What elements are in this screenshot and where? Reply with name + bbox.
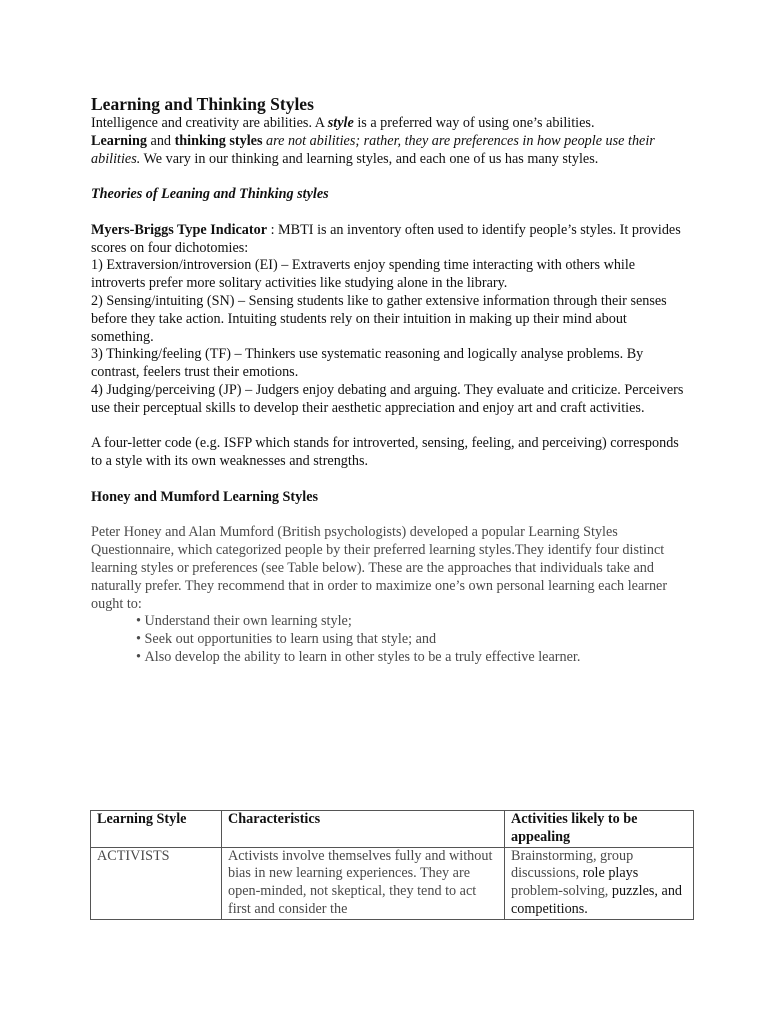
- honey-heading: [91, 489, 691, 507]
- learning-styles-table: [90, 810, 694, 920]
- intro-paragraph-2: [91, 133, 691, 169]
- mbti-item: 3) Thinking/feeling (TF) – Thinkers use systematic reasoning and logically analyse problems. By contrast, feelers trust their emotions.: [91, 346, 644, 381]
- mbti-item: 1) Extraversion/introversion (EI) – Extraverts enjoy spending time interacting with others while introverts prefer more solitary activities like studying alone in the library.: [91, 257, 636, 292]
- intro-paragraph-1: [91, 115, 691, 133]
- theories-heading: [91, 186, 691, 204]
- table-cell-activities: [505, 847, 694, 919]
- table-cell-style: ACTIVISTS: [91, 847, 222, 919]
- table-header-characteristics: Characteristics: [222, 811, 505, 848]
- list-item: • Also develop the ability to learn in other styles to be a truly effective learner.: [136, 649, 691, 667]
- mbti-code-paragraph: A four-letter code (e.g. ISFP which stands for introverted, sensing, feeling, and perceiving) corresponds to a style with its own weaknesses and strengths.: [91, 435, 679, 470]
- table-header-learning-style: Learning Style: [91, 811, 222, 848]
- list-item: • Understand their own learning style;: [136, 613, 691, 631]
- activities-text-dark: role plays: [582, 865, 639, 882]
- mbti-intro: [91, 222, 691, 258]
- mbti-text: : MBTI is an inventory often used to identify people’s styles. It provides scores on four dichotomies:: [91, 221, 681, 256]
- activities-text: Brainstorming, group discussions,: [511, 847, 634, 882]
- intro-text: Intelligence and creativity are abilities. A: [91, 115, 328, 131]
- recommendation-list: [91, 613, 691, 666]
- theories-heading-text: Theories of Leaning and Thinking styles: [91, 186, 329, 203]
- intro-text: We vary in our thinking and learning styles, and each one of us has many styles.: [140, 150, 599, 167]
- activities-text: problem-solving,: [511, 883, 612, 900]
- learning-term: Learning: [91, 132, 147, 149]
- table-header-activities: Activities likely to be appealing: [505, 811, 694, 848]
- mbti-label: Myers-Briggs Type Indicator: [91, 221, 268, 238]
- mbti-item: 4) Judging/perceiving (JP) – Judgers enjoy debating and arguing. They evaluate and criticize. Perceivers use their perceptual skills to develop their aesthetic appreciation and enjoy art and craft activities.: [91, 381, 684, 416]
- table-cell-characteristics: Activists involve themselves fully and without bias in new learning experiences. They are open-minded, not skeptical, they tend to act first and consider the: [222, 847, 505, 919]
- intro-text: is a preferred way of using one’s abilities.: [353, 115, 595, 131]
- mbti-item: 2) Sensing/intuiting (SN) – Sensing students like to gather extensive information through their senses before they take action. Intuiting students rely on their intuition in making up their mind about something.: [91, 292, 667, 345]
- table-row: [91, 847, 694, 919]
- list-item: • Seek out opportunities to learn using that style; and: [136, 631, 691, 649]
- document-body: [91, 93, 691, 667]
- table-header-row: [91, 811, 694, 848]
- honey-heading-text: Honey and Mumford Learning Styles: [91, 488, 319, 505]
- intro-text: and: [146, 132, 175, 149]
- honey-paragraph: Peter Honey and Alan Mumford (British psychologists) developed a popular Learning Styles Questionnaire, which categorized people by their preferred learning styles.They identify four distinct learning styles or preferences (see Table below). These are the approaches that individuals take and naturally prefer. They recommend that in order to maximize one’s own personal learning each learner ought to:: [91, 524, 668, 612]
- style-term: style: [327, 115, 354, 131]
- activities-text-dark: puzzles, and competitions.: [511, 883, 683, 917]
- page-title: Learning and Thinking Styles: [91, 94, 314, 114]
- intro-italic-text: are not abilities; rather, they are preferences in how people use their abilities.: [91, 132, 655, 167]
- thinking-styles-term: thinking styles: [174, 132, 263, 149]
